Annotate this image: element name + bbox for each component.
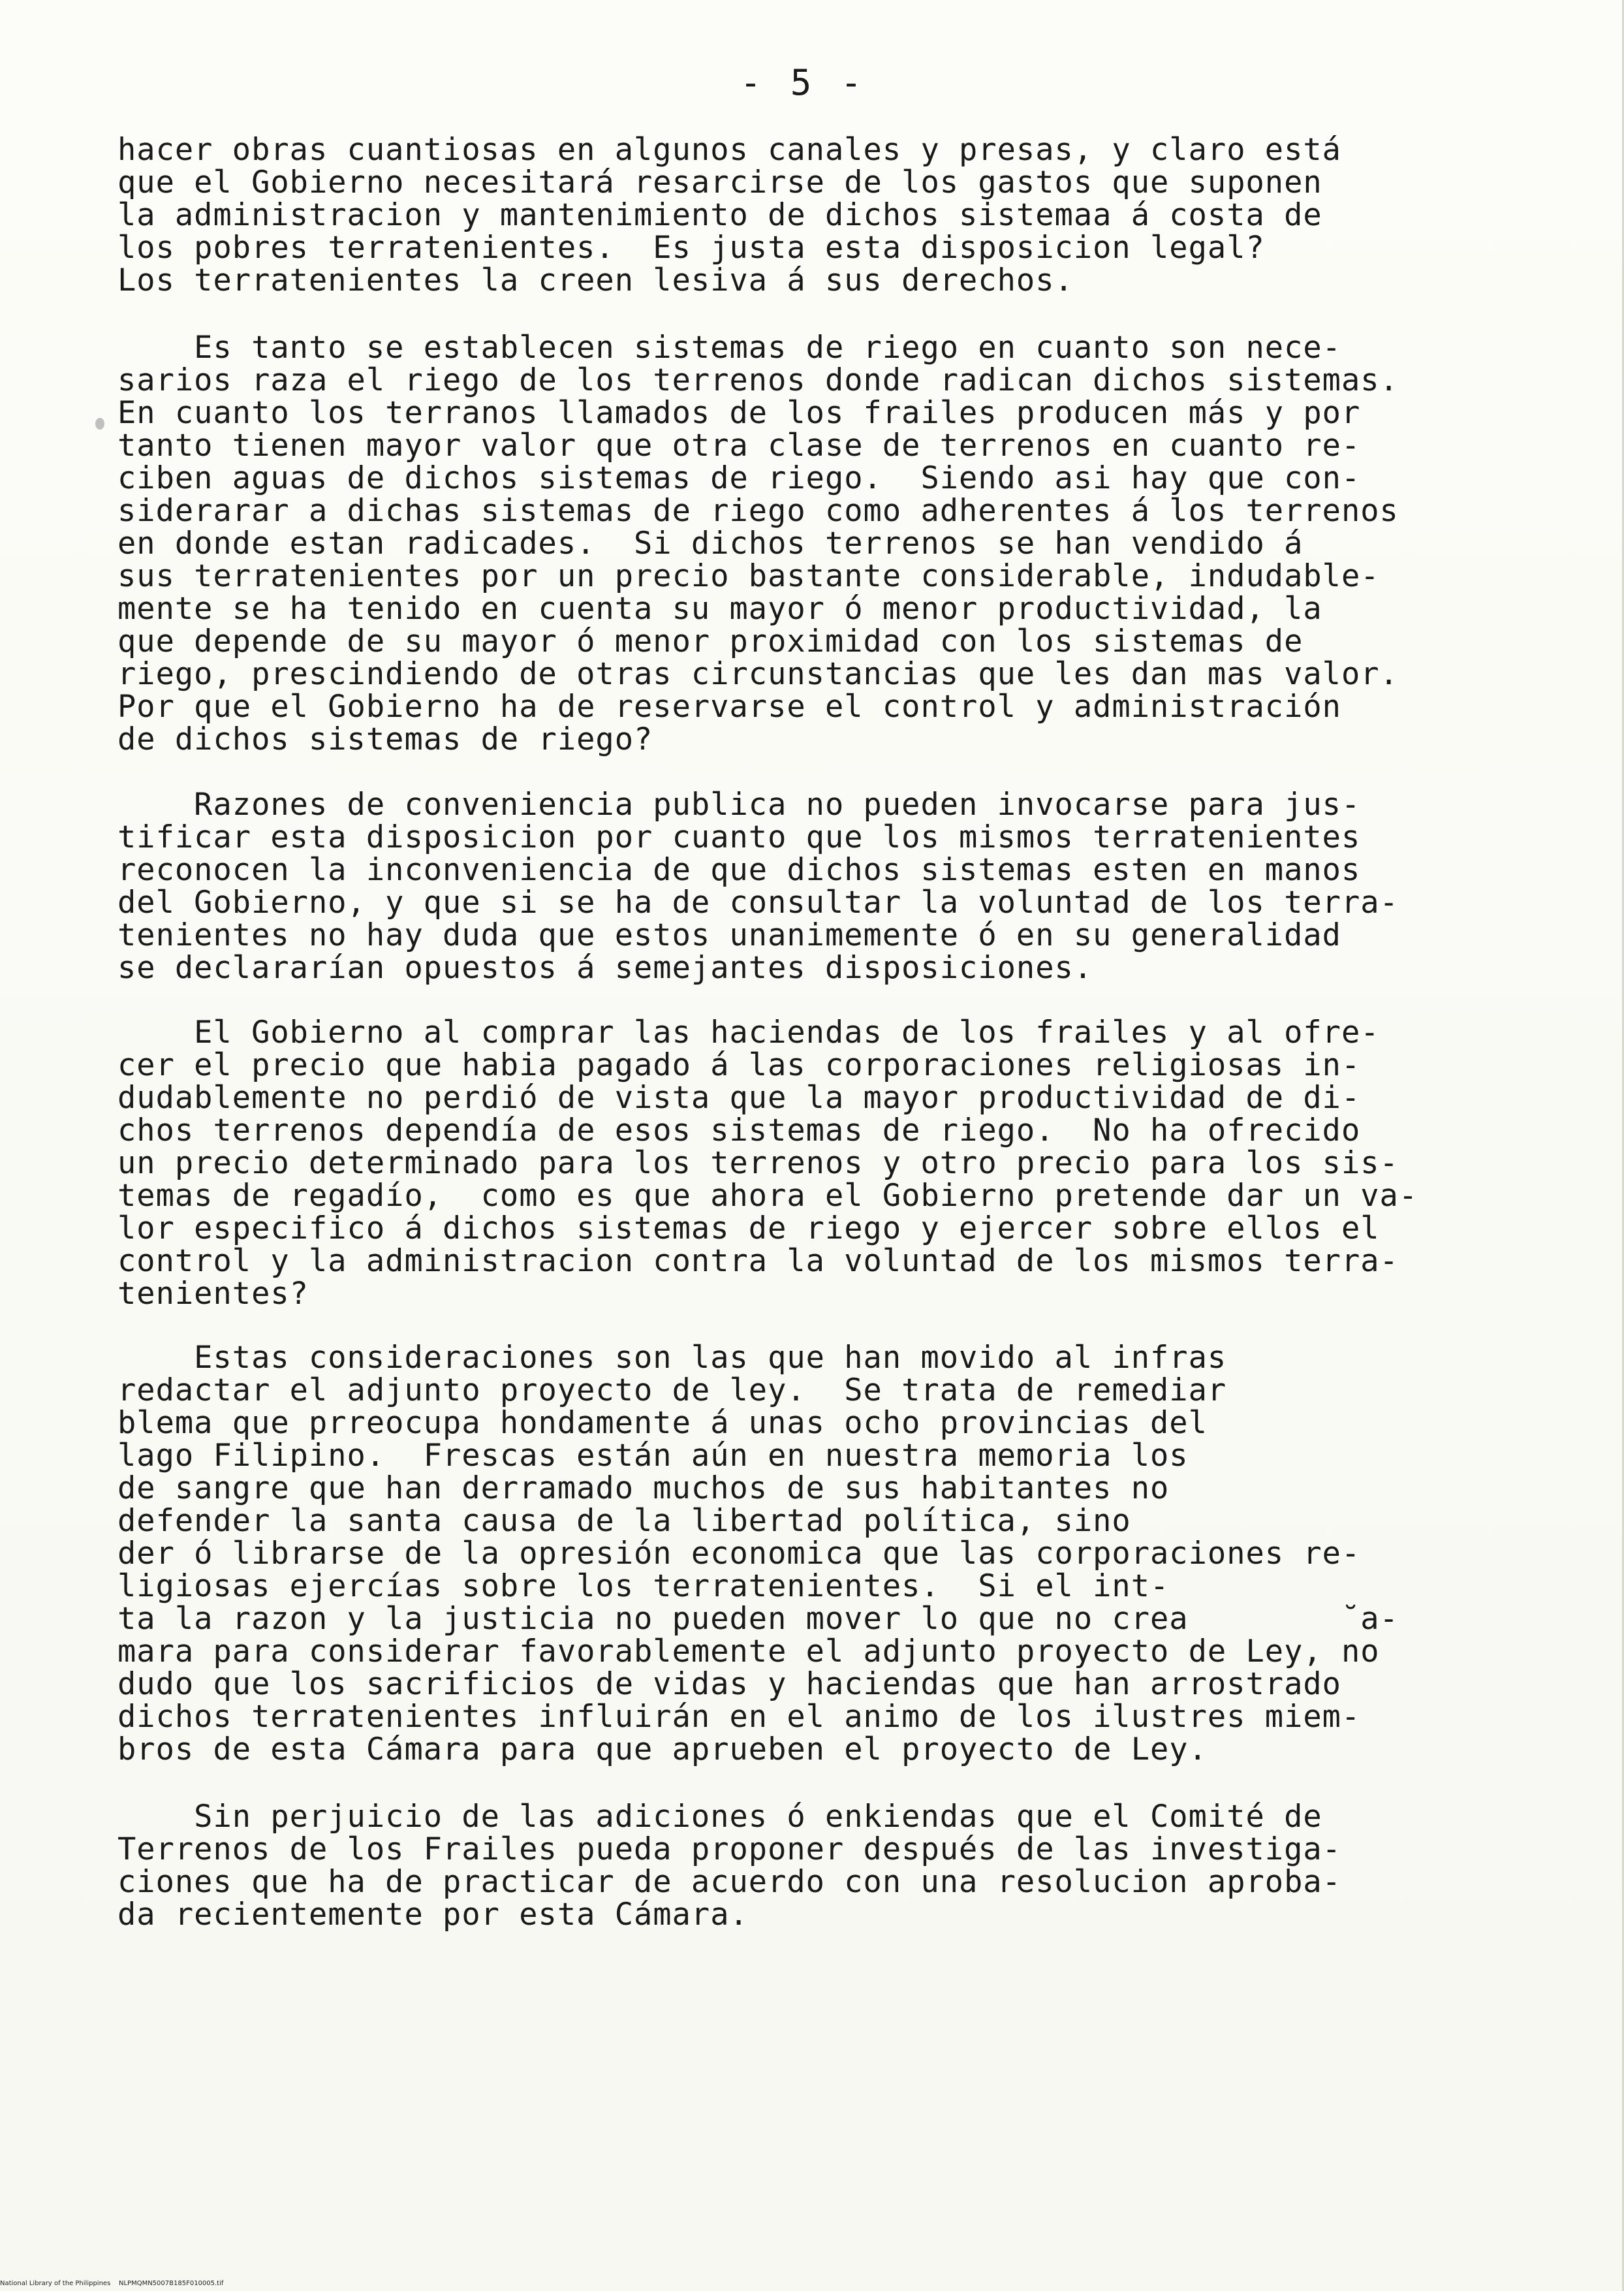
text-line: da recientemente por esta Cámara. (117, 1897, 749, 1933)
paragraph-5 (117, 1342, 1527, 1766)
text-line: Es tanto se establecen sistemas de riego en cuanto son nece- (117, 330, 1341, 366)
text-line: ciben aguas de dichos sistemas de riego. Siendo asi hay que con- (117, 460, 1361, 496)
text-line: dudo que los sacrificios de vidas y haciendas que han arrostrado (117, 1666, 1341, 1702)
paragraph-4 (117, 1017, 1527, 1310)
text-line: la administracion y mantenimiento de dichos sistemaa á costa de (117, 197, 1322, 233)
text-line: lor especifico á dichos sistemas de riego y ejercer sobre ellos el (117, 1210, 1380, 1246)
text-line: del Gobierno, y que si se ha de consultar la voluntad de los terra- (117, 885, 1399, 921)
text-line: dichos terratenientes influirán en el animo de los ilustres miem- (117, 1699, 1361, 1735)
text-line: temas de regadío, como es que ahora el Gobierno pretende dar un va- (117, 1178, 1418, 1214)
text-line: der ó librarse de la opresión economica que las corporaciones re- (117, 1536, 1361, 1572)
text-line: ciones que ha de practicar de acuerdo con una resolucion aproba- (117, 1864, 1341, 1900)
paragraph-2 (117, 332, 1527, 756)
paragraph-1 (117, 134, 1527, 297)
text-line: Terrenos de los Frailes pueda proponer después de las investiga- (117, 1831, 1341, 1867)
text-line: Estas consideraciones son las que han movido al infras (117, 1340, 1227, 1376)
text-line: sarios raza el riego de los terrenos donde radican dichos sistemas. (117, 362, 1399, 398)
text-line: tenientes no hay duda que estos unanimemente ó en su generalidad (117, 917, 1341, 953)
text-line: de dichos sistemas de riego? (117, 721, 653, 757)
text-line: ta la razon y la justicia no pueden mover lo que no crea ˘a- (117, 1601, 1399, 1637)
paragraph-3 (117, 789, 1527, 985)
text-line: control y la administracion contra la voluntad de los mismos terra- (117, 1243, 1399, 1279)
text-line: mara para considerar favorablemente el adjunto proyecto de Ley, no (117, 1634, 1380, 1669)
text-line: blema que prreocupa hondamente á unas ocho provincias del (117, 1405, 1208, 1441)
text-line: Los terratenientes la creen lesiva á sus derechos. (117, 262, 1074, 298)
text-line: hacer obras cuantiosas en algunos canales y presas, y claro está (117, 132, 1341, 168)
text-line: defender la santa causa de la libertad política, sino (117, 1503, 1131, 1539)
text-line: siderarar a dichas sistemas de riego como adherentes á los terrenos (117, 493, 1399, 529)
text-line: redactar el adjunto proyecto de ley. Se trata de remediar (117, 1372, 1227, 1408)
text-line: reconocen la inconveniencia de que dichos sistemas esten en manos (117, 852, 1361, 888)
text-line: sus terratenientes por un precio bastante considerable, indudable- (117, 558, 1380, 594)
text-line: chos terrenos dependía de esos sistemas de riego. No ha ofrecido (117, 1113, 1361, 1148)
text-line: mente se ha tenido en cuenta su mayor ó menor productividad, la (117, 591, 1322, 627)
text-line: cer el precio que habia pagado á las corporaciones religiosas in- (117, 1047, 1361, 1083)
text-line: de sangre que han derramado muchos de sus habitantes no (117, 1470, 1170, 1506)
text-line: que el Gobierno necesitará resarcirse de los gastos que suponen (117, 165, 1322, 200)
text-line: El Gobierno al comprar las haciendas de los frailes y al ofre- (117, 1015, 1380, 1051)
page-number: - 5 - (740, 62, 866, 103)
text-line: se declararían opuestos á semejantes disposiciones. (117, 950, 1093, 986)
text-line: tificar esta disposicion por cuanto que los mismos terratenientes (117, 819, 1361, 855)
text-line: tanto tienen mayor valor que otra clase de terrenos en cuanto re- (117, 428, 1361, 464)
text-line: un precio determinado para los terrenos y otro precio para los sis- (117, 1145, 1399, 1181)
text-line: ligiosas ejercías sobre los terratenientes. Si el int- (117, 1568, 1170, 1604)
text-line: Razones de conveniencia publica no pueden invocarse para jus- (117, 787, 1361, 823)
text-line: bros de esta Cámara para que aprueben el proyecto de Ley. (117, 1731, 1208, 1767)
text-line: lago Filipino. Frescas están aún en nuestra memoria los (117, 1438, 1189, 1474)
paragraph-6 (117, 1801, 1527, 1931)
text-line: En cuanto los terranos llamados de los frailes producen más y por (117, 395, 1361, 431)
text-line: dudablemente no perdió de vista que la mayor productividad de di- (117, 1080, 1361, 1116)
text-line: Sin perjuicio de las adiciones ó enkiendas que el Comité de (117, 1799, 1322, 1835)
text-line: riego, prescindiendo de otras circunstancias que les dan mas valor. (117, 656, 1399, 692)
text-line: tenientes? (117, 1276, 309, 1312)
ink-spot (95, 418, 104, 430)
text-line: los pobres terratenientes. Es justa esta disposicion legal? (117, 230, 1265, 266)
text-line: en donde estan radicades. Si dichos terrenos se han vendido á (117, 526, 1304, 561)
archive-footer: National Library of the Philippines NLPMQMN5007B185F010005.tif (0, 2280, 224, 2287)
text-line: Por que el Gobierno ha de reservarse el control y administración (117, 689, 1341, 725)
text-line: que depende de su mayor ó menor proximidad con los sistemas de (117, 624, 1304, 659)
